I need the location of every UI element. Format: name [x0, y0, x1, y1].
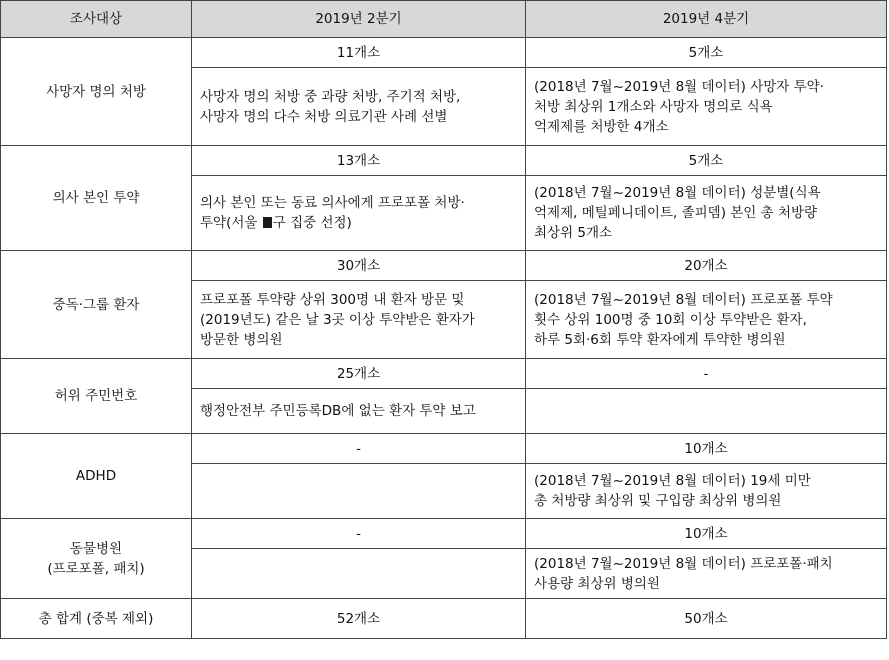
desc-line: 횟수 상위 100명 중 10회 이상 투약받은 환자, — [534, 311, 807, 328]
desc-line: 의사 본인 또는 동료 의사에게 프로포폴 처방· — [200, 195, 465, 211]
q2-desc-cell — [192, 281, 526, 359]
category-cell — [1, 251, 192, 359]
category-label: ADHD — [75, 468, 117, 484]
q2-count-cell: 25개소 — [192, 359, 526, 389]
desc-text: 구 집중 선정) — [272, 215, 352, 231]
table-row — [1, 251, 887, 281]
desc-line: (2018년 7월~2019년 8월 데이터) 성분별(식욕 — [534, 185, 821, 201]
total-label: 총 합계 (중복 제외) — [1, 599, 192, 639]
q2-desc-cell — [192, 389, 526, 434]
redacted-block-icon — [263, 217, 272, 228]
q4-count-cell: 5개소 — [526, 146, 887, 176]
q4-desc-cell — [526, 176, 887, 251]
total-q2: 52개소 — [192, 599, 526, 639]
q2-count-cell: - — [192, 434, 526, 464]
q2-desc-cell — [192, 68, 526, 146]
category-cell — [1, 519, 192, 599]
q2-desc-cell — [192, 464, 526, 519]
desc-line: (2018년 7월~2019년 8월 데이터) 프로포폴 투약 — [534, 291, 833, 308]
desc-line: 방문한 병의원 — [200, 331, 283, 348]
q2-count-cell: - — [192, 519, 526, 549]
total-q4: 50개소 — [526, 599, 887, 639]
q2-desc-cell — [192, 176, 526, 251]
q4-desc-cell — [526, 464, 887, 519]
q4-count-cell: - — [526, 359, 887, 389]
q4-desc-cell — [526, 68, 887, 146]
q4-desc-cell — [526, 549, 887, 599]
header-row — [1, 1, 887, 38]
desc-line: (2019년도) 같은 날 3곳 이상 투약받은 환자가 — [200, 311, 475, 328]
category-cell — [1, 38, 192, 146]
q2-count-cell: 11개소 — [192, 38, 526, 68]
q4-desc-cell — [526, 389, 887, 434]
desc-line: 행정안전부 주민등록DB에 없는 환자 투약 보고 — [200, 403, 476, 419]
desc-line: (2018년 7월~2019년 8월 데이터) 사망자 투약· — [534, 78, 824, 95]
desc-line: 억제제를 처방한 4개소 — [534, 118, 669, 135]
header-q4: 2019년 4분기 — [526, 1, 887, 38]
desc-line: 처방 최상위 1개소와 사망자 명의로 식욕 — [534, 98, 773, 115]
desc-line: 사망자 명의 처방 중 과량 처방, 주기적 처방, — [200, 88, 461, 105]
table-row — [1, 146, 887, 176]
desc-line: 사망자 명의 다수 처방 의료기관 사례 선별 — [200, 108, 448, 125]
category-sublabel: (프로포폴, 패치) — [47, 560, 145, 577]
total-row — [1, 599, 887, 639]
desc-line: (2018년 7월~2019년 8월 데이터) 19세 미만 — [534, 473, 811, 489]
category-label: 동물병원 — [69, 540, 123, 557]
q4-count-cell: 20개소 — [526, 251, 887, 281]
q2-count-cell: 13개소 — [192, 146, 526, 176]
desc-line: 총 처방량 최상위 및 구입량 최상위 병의원 — [534, 493, 782, 509]
category-label: 사망자 명의 처방 — [46, 83, 146, 100]
desc-line: 프로포폴 투약량 상위 300명 내 환자 방문 및 — [200, 291, 465, 308]
desc-line: (2018년 7월~2019년 8월 데이터) 프로포폴·패치 — [534, 555, 833, 572]
desc-line: 하루 5회·6회 투약 환자에게 투약한 병의원 — [534, 331, 786, 348]
category-label: 중독·그룹 환자 — [52, 296, 140, 313]
desc-text: 투약(서울 — [200, 215, 262, 231]
q2-desc-cell — [192, 549, 526, 599]
header-q2: 2019년 2분기 — [192, 1, 526, 38]
q4-count-cell: 10개소 — [526, 434, 887, 464]
table-row — [1, 434, 887, 464]
q2-count-cell: 30개소 — [192, 251, 526, 281]
q4-count-cell: 10개소 — [526, 519, 887, 549]
table-row — [1, 38, 887, 68]
category-label: 허위 주민번호 — [54, 388, 138, 404]
desc-line: 최상위 5개소 — [534, 225, 613, 241]
table-row — [1, 519, 887, 549]
q4-count-cell: 5개소 — [526, 38, 887, 68]
desc-line: 사용량 최상위 병의원 — [534, 575, 660, 592]
category-cell — [1, 146, 192, 251]
desc-line: 억제제, 메틸페니데이트, 졸피뎀) 본인 총 처방량 — [534, 205, 818, 221]
q4-desc-cell — [526, 281, 887, 359]
table-row — [1, 359, 887, 389]
header-category: 조사대상 — [1, 1, 192, 38]
category-cell — [1, 359, 192, 434]
desc-line — [200, 213, 517, 233]
category-label: 의사 본인 투약 — [52, 190, 140, 206]
category-cell — [1, 434, 192, 519]
